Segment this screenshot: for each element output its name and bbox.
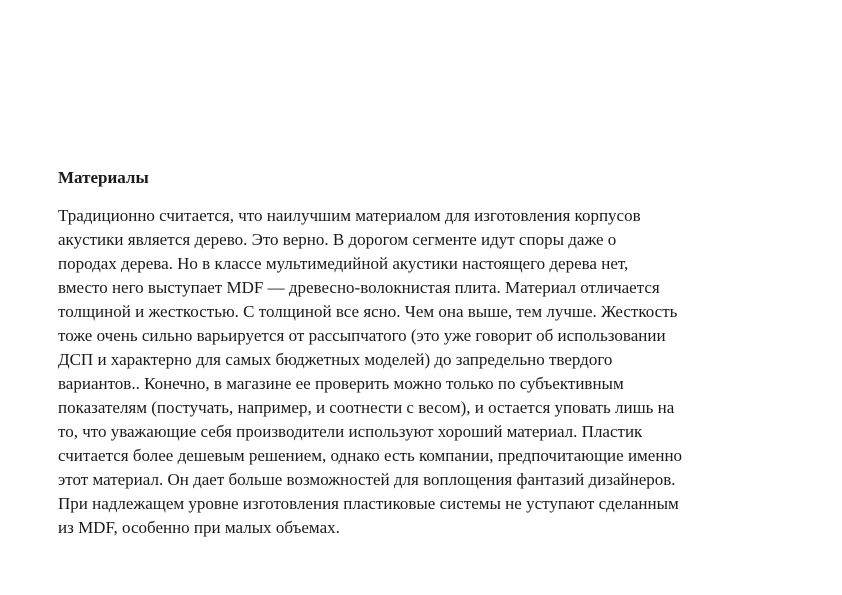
document-content: [58, 166, 798, 540]
paragraph-line: то, что уважающие себя производители используют хороший материал. Пластик: [58, 422, 643, 441]
paragraph-line: считается более дешевым решением, однако есть компании, предпочитающие именно: [58, 446, 683, 465]
paragraph-line: акустики является дерево. Это верно. В дорогом сегменте идут споры даже о: [58, 230, 617, 249]
paragraph-line: из MDF, особенно при малых объемах.: [58, 518, 340, 537]
paragraph-line: вариантов.. Конечно, в магазине ее проверить можно только по субъективным: [58, 374, 624, 393]
body-paragraph: [58, 204, 798, 540]
paragraph-line: ДСП и характерно для самых бюджетных моделей) до запредельно твердого: [58, 350, 613, 369]
paragraph-line: показателям (постучать, например, и соотнести с весом), и остается уповать лишь на: [58, 398, 675, 417]
paragraph-line: тоже очень сильно варьируется от рассыпчатого (это уже говорит об использовании: [58, 326, 666, 345]
paragraph-line: породах дерева. Но в классе мультимедийной акустики настоящего дерева нет,: [58, 254, 629, 273]
paragraph-line: При надлежащем уровне изготовления пластиковые системы не уступают сделанным: [58, 494, 679, 513]
section-heading: Материалы: [58, 168, 149, 187]
paragraph-line: толщиной и жесткостью. С толщиной все ясно. Чем она выше, тем лучше. Жесткость: [58, 302, 678, 321]
paragraph-line: вместо него выступает MDF — древесно-волокнистая плита. Материал отличается: [58, 278, 660, 297]
paragraph-line: этот материал. Он дает больше возможностей для воплощения фантазий дизайнеров.: [58, 470, 676, 489]
paragraph-line: Традиционно считается, что наилучшим материалом для изготовления корпусов: [58, 206, 641, 225]
